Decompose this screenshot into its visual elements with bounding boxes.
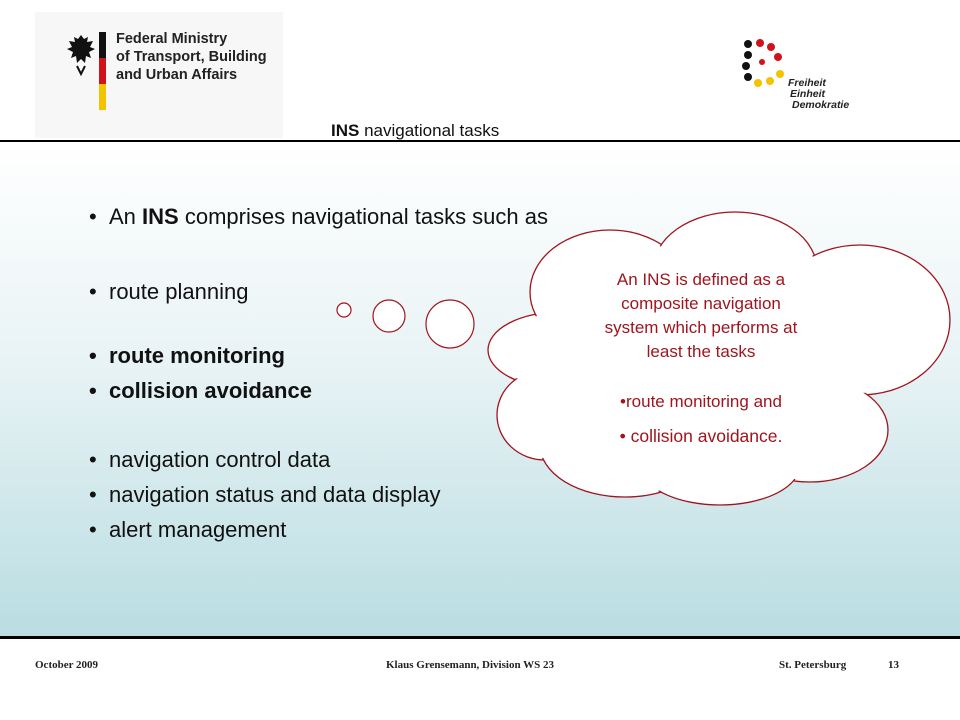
ministry-line-1: Federal Ministry bbox=[116, 31, 228, 47]
bullet-alert-management: • alert management bbox=[89, 517, 287, 542]
cloud-line-3: system which performs at bbox=[604, 318, 798, 337]
thought-bubble-medium bbox=[373, 300, 405, 332]
intro-bold: INS bbox=[142, 204, 179, 229]
bullet-text: route planning bbox=[109, 279, 249, 304]
intro-post: comprises navigational tasks such as bbox=[178, 204, 549, 229]
footer-divider bbox=[0, 636, 960, 639]
header-title-bold: INS bbox=[331, 121, 360, 140]
thought-bubble-large bbox=[426, 300, 474, 348]
cloud-line-1: An INS is defined as a bbox=[616, 270, 786, 289]
bullet-intro: • An INS comprises navigational tasks such as bbox=[89, 204, 549, 229]
footer-location: St. Petersburg bbox=[779, 659, 847, 671]
bullet-navigation-control-data: • navigation control data bbox=[89, 447, 331, 472]
wordmark-line-2: Einheit bbox=[790, 88, 826, 100]
bullet-text: navigation status and data display bbox=[109, 482, 441, 507]
bullet-text: navigation control data bbox=[109, 447, 331, 472]
wordmark-line-1: Freiheit bbox=[788, 77, 826, 89]
intro-pre: An bbox=[109, 204, 143, 229]
bullet-text: alert management bbox=[109, 517, 287, 542]
wordmark-line-3: Demokratie bbox=[792, 99, 850, 111]
footer-author: Klaus Grensemann, Division WS 23 bbox=[386, 659, 554, 671]
ministry-line-3: and Urban Affairs bbox=[116, 67, 238, 83]
header-title-rest: navigational tasks bbox=[359, 121, 500, 140]
bullet-route-monitoring: • route monitoring bbox=[89, 343, 285, 368]
footer-date: October 2009 bbox=[35, 659, 99, 671]
bullet-collision-avoidance: • collision avoidance bbox=[89, 378, 312, 403]
cloud-line-2: composite navigation bbox=[621, 294, 781, 313]
cloud-line-5: •route monitoring and bbox=[620, 392, 782, 411]
cloud-line-4: least the tasks bbox=[646, 342, 756, 361]
bullet-text: collision avoidance bbox=[109, 378, 312, 403]
bullet-navigation-status: • navigation status and data display bbox=[89, 482, 441, 507]
ministry-line-2: of Transport, Building bbox=[116, 49, 267, 65]
footer-page-number: 13 bbox=[888, 659, 899, 671]
thought-bubble-small bbox=[337, 303, 351, 317]
bullet-text: route monitoring bbox=[109, 343, 285, 368]
cloud-line-6: • collision avoidance. bbox=[619, 426, 783, 446]
bullet-route-planning: • route planning bbox=[89, 279, 249, 304]
